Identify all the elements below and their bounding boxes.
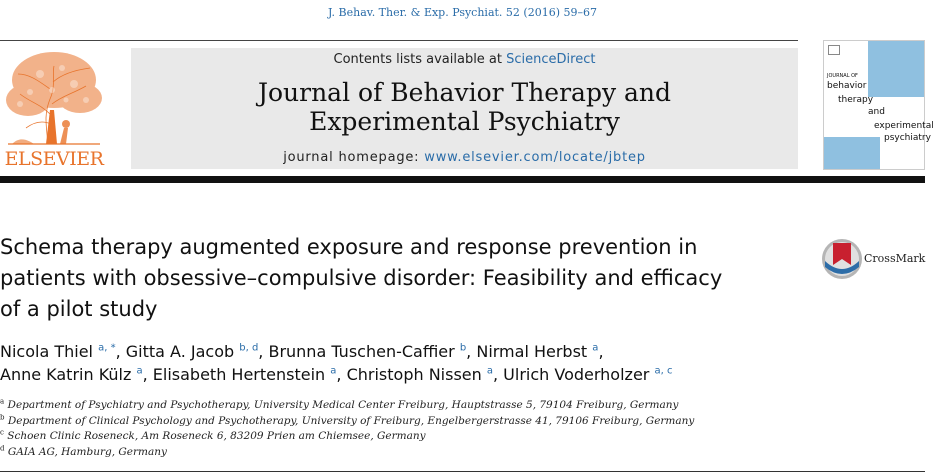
article-title-line3: of a pilot study [0, 297, 158, 321]
affiliation-text: Department of Clinical Psychology and Psychotherapy, University of Freiburg, Engelbergerstrasse 41, 79106 Freiburg, Germany [7, 414, 695, 427]
author-name: Christoph Nissen [346, 365, 482, 384]
cover-line1: JOURNAL OF [827, 73, 858, 79]
homepage-prefix: journal homepage: [283, 150, 425, 165]
article-title-line2: patients with obsessive–compulsive disorder: Feasibility and efficacy [0, 266, 723, 290]
author-affiliation-link[interactable]: b [459, 342, 467, 354]
cover-line2: behavior [827, 81, 867, 91]
top-divider [0, 40, 798, 41]
author-line1: Nicola Thiel $^{a, *}$, Gitta A. Jacob $^{b, d}$, Brunna Tuschen-Caffier $^b$, Nirmal Herbst $^a$, [0, 342, 604, 361]
article-title-line1: Schema therapy augmented exposure and response prevention in [0, 235, 698, 259]
journal-title-line2: Experimental Psychiatry [309, 107, 620, 136]
homepage-link[interactable]: www.elsevier.com/locate/jbtep [424, 150, 646, 165]
author-name: Brunna Tuschen-Caffier [268, 342, 455, 361]
affiliation-text: Department of Psychiatry and Psychotherapy, University Medical Center Freiburg, Hauptstrasse 5, 79104 Freiburg, Germany [7, 399, 679, 411]
contents-availability [131, 52, 798, 67]
author-list [0, 340, 925, 386]
journal-title [131, 78, 798, 136]
cover-blue-block-bottom [824, 137, 880, 169]
crossmark-label[interactable]: CrossMark [864, 252, 926, 265]
header-thick-divider [0, 176, 925, 183]
author-name: Nicola Thiel [0, 342, 93, 361]
affiliation-item [0, 429, 925, 445]
bottom-divider [0, 471, 925, 472]
journal-cover-thumbnail[interactable] [823, 40, 934, 170]
author-line2: Anne Katrin Külz $^a$, Elisabeth Hertenstein $^a$, Christoph Nissen $^a$, Ulrich Voderholzer $^{a, c}$ [0, 365, 673, 384]
affiliation-mark: b [0, 413, 5, 421]
affiliation-mark: c [0, 428, 4, 437]
journal-citation[interactable]: J. Behav. Ther. & Exp. Psychiat. 52 (2016) 59–67 [328, 6, 597, 19]
cover-blue-block-top [868, 41, 924, 97]
journal-homepage [131, 150, 798, 165]
cover-line6: psychiatry [884, 133, 931, 143]
author-name: Anne Katrin Külz [0, 365, 132, 384]
author-affiliation-link[interactable]: a, * [98, 342, 116, 354]
affiliation-item [0, 398, 925, 414]
contents-prefix: Contents lists available at [333, 52, 507, 67]
author-name: Gitta A. Jacob [125, 342, 235, 361]
cover-line5: experimental [874, 121, 934, 131]
author-name: Ulrich Voderholzer [503, 365, 650, 384]
author-affiliation-link[interactable]: a [330, 365, 337, 377]
journal-title-line1: Journal of Behavior Therapy and [257, 78, 672, 107]
author-name: Nirmal Herbst [476, 342, 588, 361]
journal-header-banner [131, 48, 798, 169]
affiliation-text: Schoen Clinic Roseneck, Am Roseneck 6, 83209 Prien am Chiemsee, Germany [7, 430, 426, 442]
affiliation-mark: d [0, 444, 5, 452]
article-title [0, 232, 810, 325]
author-name: Elisabeth Hertenstein [152, 365, 326, 384]
affiliation-list [0, 398, 925, 460]
cover-line4: and [868, 107, 885, 117]
author-affiliation-link[interactable]: a, c [654, 365, 673, 377]
author-affiliation-link[interactable]: a [592, 342, 599, 354]
author-affiliation-link[interactable]: b, d [239, 342, 259, 354]
cover-publisher-mark [828, 45, 840, 55]
author-affiliation-link[interactable]: a [136, 365, 143, 377]
affiliation-text: GAIA AG, Hamburg, Germany [7, 445, 167, 458]
affiliation-item [0, 414, 925, 430]
affiliation-mark: a [0, 397, 5, 406]
author-affiliation-link[interactable]: a [486, 365, 493, 377]
elsevier-wordmark[interactable]: ELSEVIER [4, 148, 104, 170]
cover-line3: therapy [838, 95, 874, 105]
sciencedirect-link[interactable]: ScienceDirect [506, 52, 596, 67]
affiliation-item [0, 445, 925, 461]
